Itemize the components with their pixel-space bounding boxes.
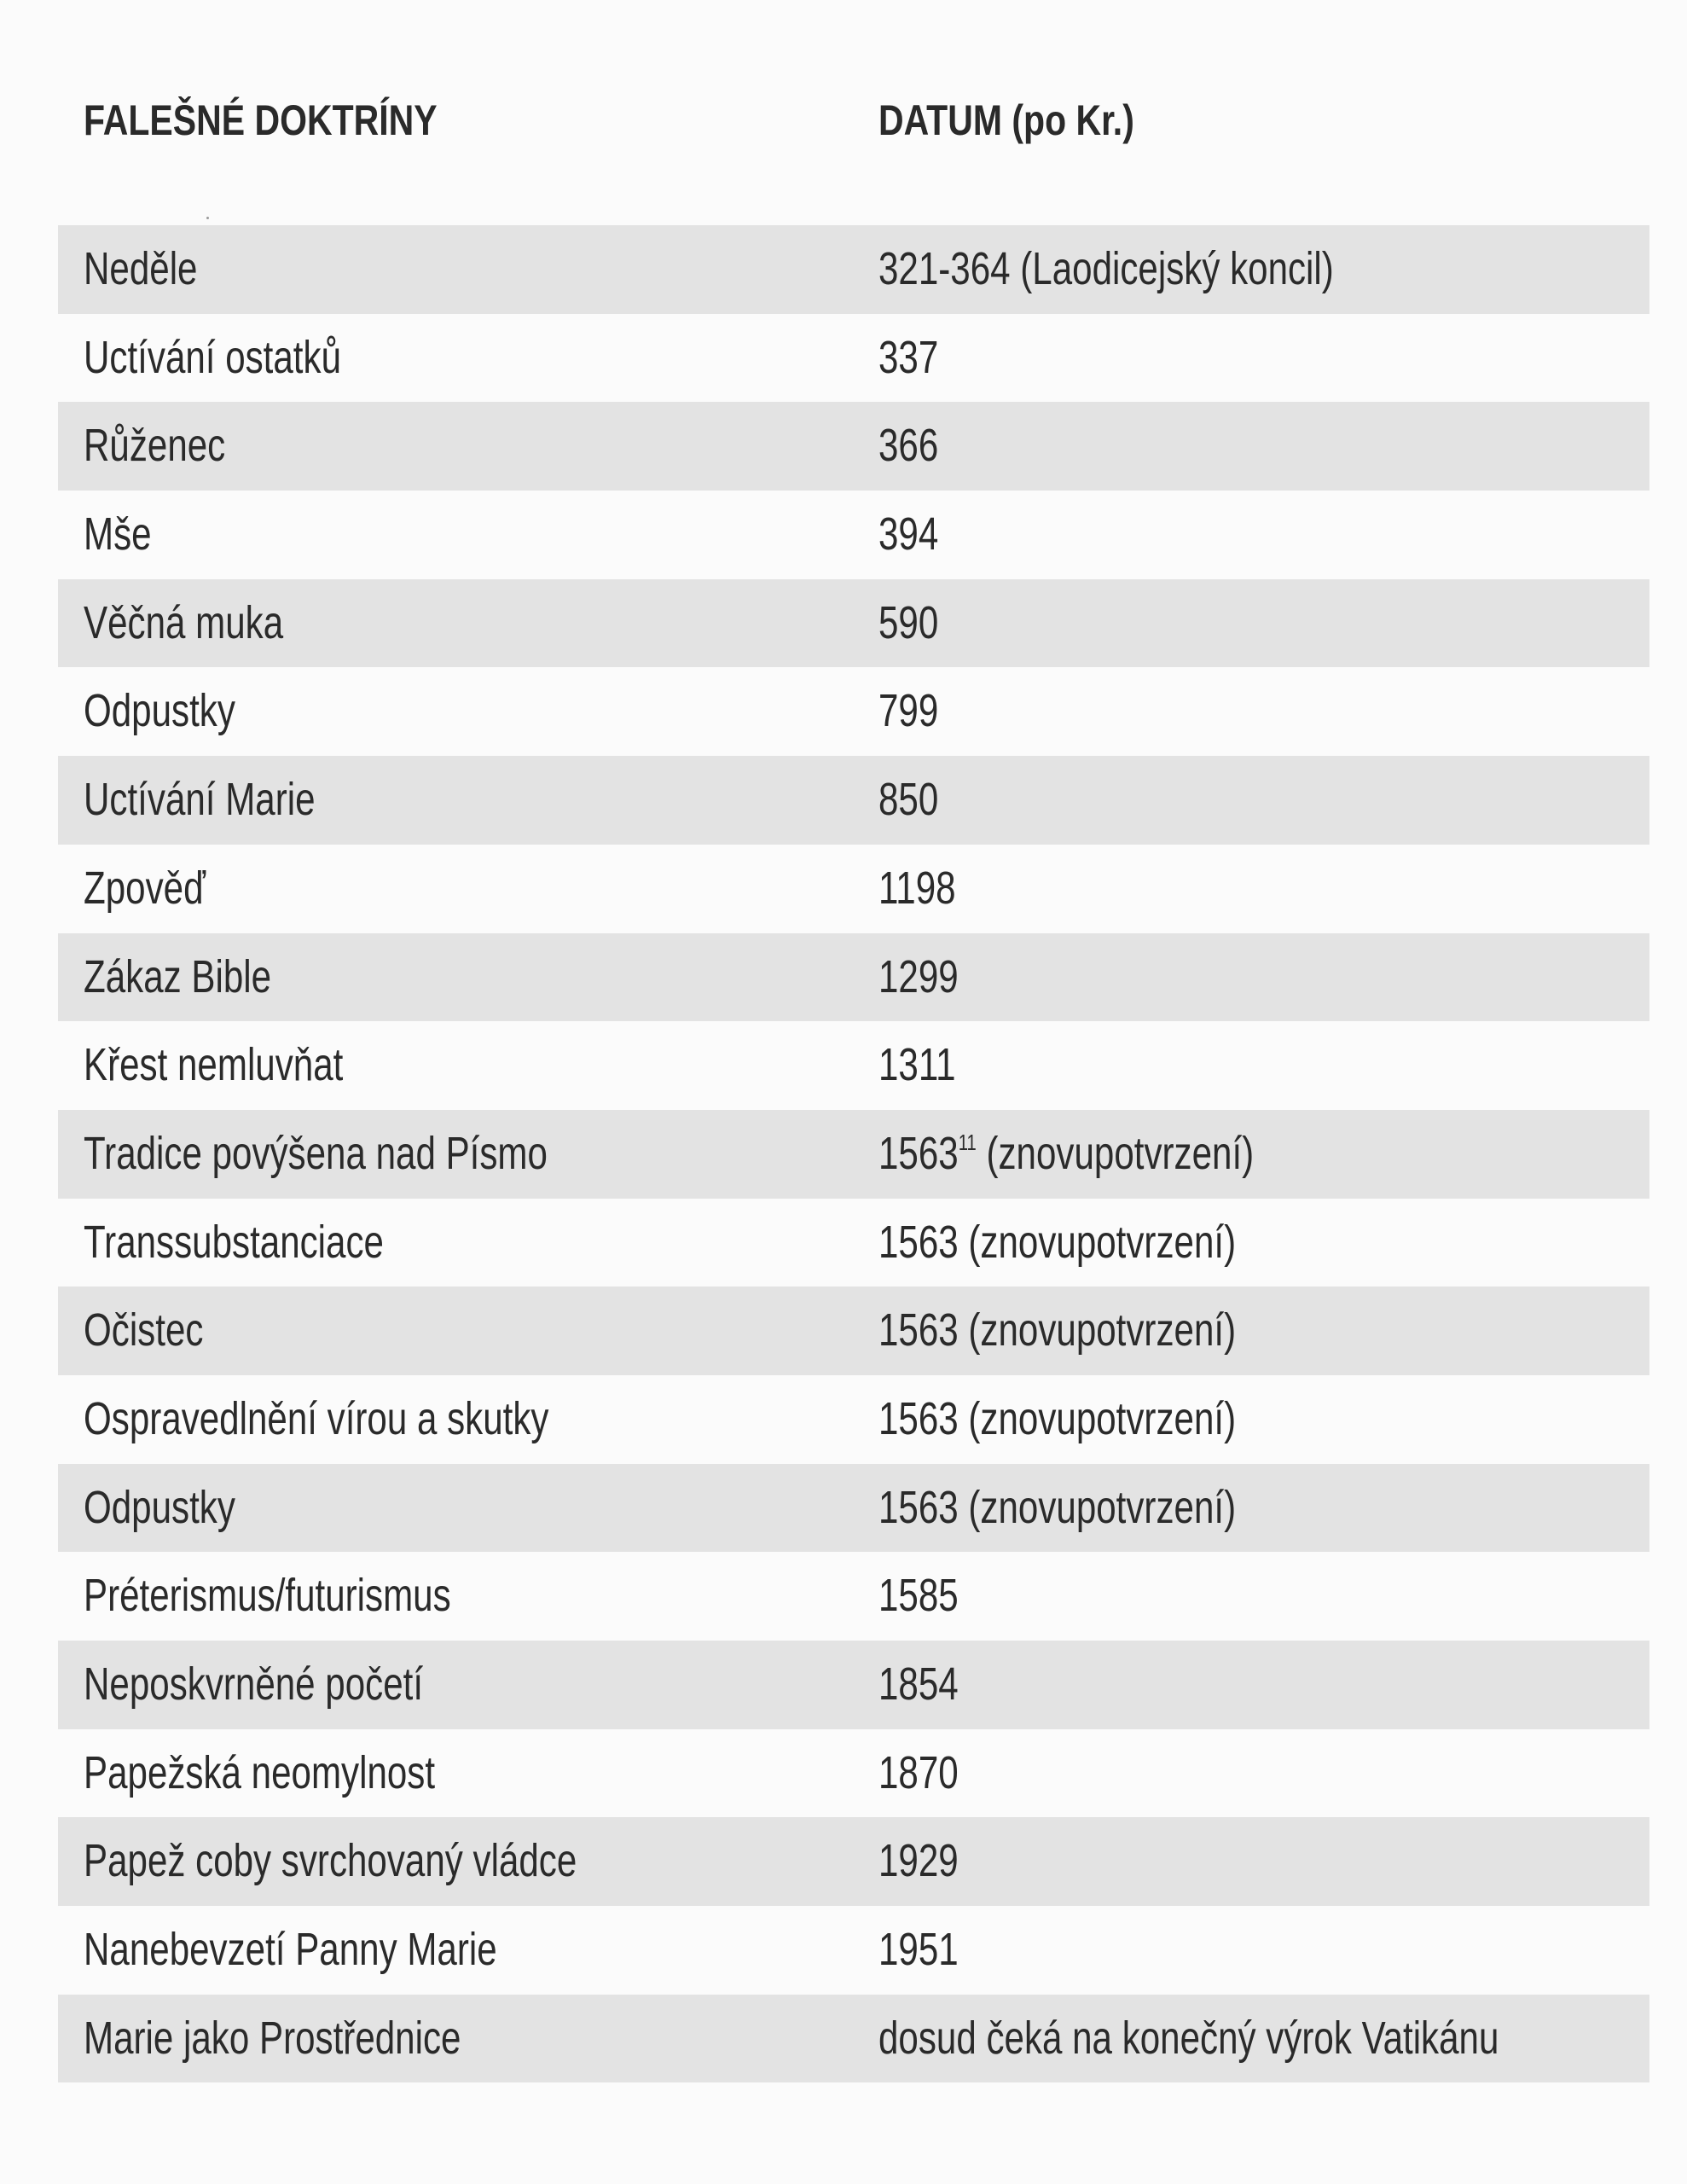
doctrine-name: Zpověď [84, 862, 206, 914]
doctrine-date: 366 [878, 420, 939, 472]
doctrine-date: 1563 (znovupotvrzení) [878, 1481, 1237, 1533]
table-row [58, 756, 1649, 845]
doctrine-date [878, 1110, 1254, 1199]
table-row [58, 1729, 1649, 1818]
table-row [58, 1906, 1649, 1995]
doctrine-name: Marie jako Prostřednice [84, 2012, 461, 2064]
doctrine-date: 394 [878, 508, 939, 561]
doctrine-name: Mše [84, 508, 152, 561]
table-row [58, 1464, 1649, 1553]
table-row [58, 579, 1649, 668]
doctrine-name: Uctívání ostatků [84, 331, 342, 383]
table-row [58, 1552, 1649, 1641]
doctrine-date: 1854 [878, 1658, 959, 1710]
table-row [58, 1199, 1649, 1287]
table-row [58, 1110, 1649, 1199]
doctrine-name: Nanebevzetí Panny Marie [84, 1924, 497, 1976]
doctrine-name: Papež coby svrchovaný vládce [84, 1835, 577, 1887]
doctrine-date: 337 [878, 331, 939, 383]
table-row [58, 491, 1649, 579]
doctrine-date: 1585 [878, 1570, 959, 1622]
table-row [58, 225, 1649, 314]
doctrine-date: 1299 [878, 950, 959, 1002]
table-row [58, 1287, 1649, 1375]
date-value: 1563 [878, 1127, 959, 1179]
table-row [58, 402, 1649, 491]
doctrine-name: Préterismus/futurismus [84, 1570, 451, 1622]
doctrine-date: 1929 [878, 1835, 959, 1887]
doctrine-name: Papežská neomylnost [84, 1746, 436, 1798]
doctrine-name: Odpustky [84, 685, 235, 737]
table-row [58, 1817, 1649, 1906]
footnote-marker: 11 [958, 1129, 977, 1155]
doctrine-name: Tradice povýšena nad Písmo [84, 1127, 548, 1179]
doctrine-date: 1951 [878, 1924, 959, 1976]
print-speck [206, 217, 209, 219]
table-row [58, 1375, 1649, 1464]
table-row [58, 933, 1649, 1022]
doctrine-name: Uctívání Marie [84, 774, 316, 826]
doctrine-date: 1563 (znovupotvrzení) [878, 1392, 1237, 1444]
doctrine-date: 1870 [878, 1746, 959, 1798]
header-doctrine: FALEŠNÉ DOKTRÍNY [84, 96, 438, 144]
doctrine-table [58, 225, 1649, 2082]
table-row [58, 314, 1649, 403]
table-row [58, 1995, 1649, 2083]
doctrine-date: 1563 (znovupotvrzení) [878, 1304, 1237, 1356]
doctrine-name: Očistec [84, 1304, 204, 1356]
doctrine-date: 1311 [878, 1039, 956, 1091]
doctrine-name: Věčná muka [84, 596, 284, 648]
doctrine-name: Neděle [84, 243, 198, 294]
doctrine-date: 590 [878, 596, 939, 648]
table-row [58, 667, 1649, 756]
table-row [58, 1641, 1649, 1729]
doctrine-name: Křest nemluvňat [84, 1039, 344, 1091]
doctrine-date: 1198 [878, 862, 956, 914]
doctrine-date: dosud čeká na konečný výrok Vatikánu [878, 2012, 1499, 2064]
doctrine-name: Ospravedlnění vírou a skutky [84, 1392, 549, 1444]
doctrine-name: Zákaz Bible [84, 950, 272, 1002]
table-row [58, 1021, 1649, 1110]
doctrine-date: 850 [878, 774, 939, 826]
doctrine-name: Růženec [84, 420, 226, 472]
doctrine-name: Transsubstanciace [84, 1216, 384, 1268]
table-header [84, 96, 1653, 164]
doctrine-date: 1563 (znovupotvrzení) [878, 1216, 1237, 1268]
header-date: DATUM (po Kr.) [878, 96, 1134, 144]
doctrine-name: Neposkvrněné početí [84, 1658, 424, 1710]
doctrine-date: 799 [878, 685, 939, 737]
doctrine-name: Odpustky [84, 1481, 235, 1533]
doctrine-date: 321-364 (Laodicejský koncil) [878, 243, 1334, 294]
table-row [58, 845, 1649, 933]
date-note: (znovupotvrzení) [976, 1127, 1255, 1179]
